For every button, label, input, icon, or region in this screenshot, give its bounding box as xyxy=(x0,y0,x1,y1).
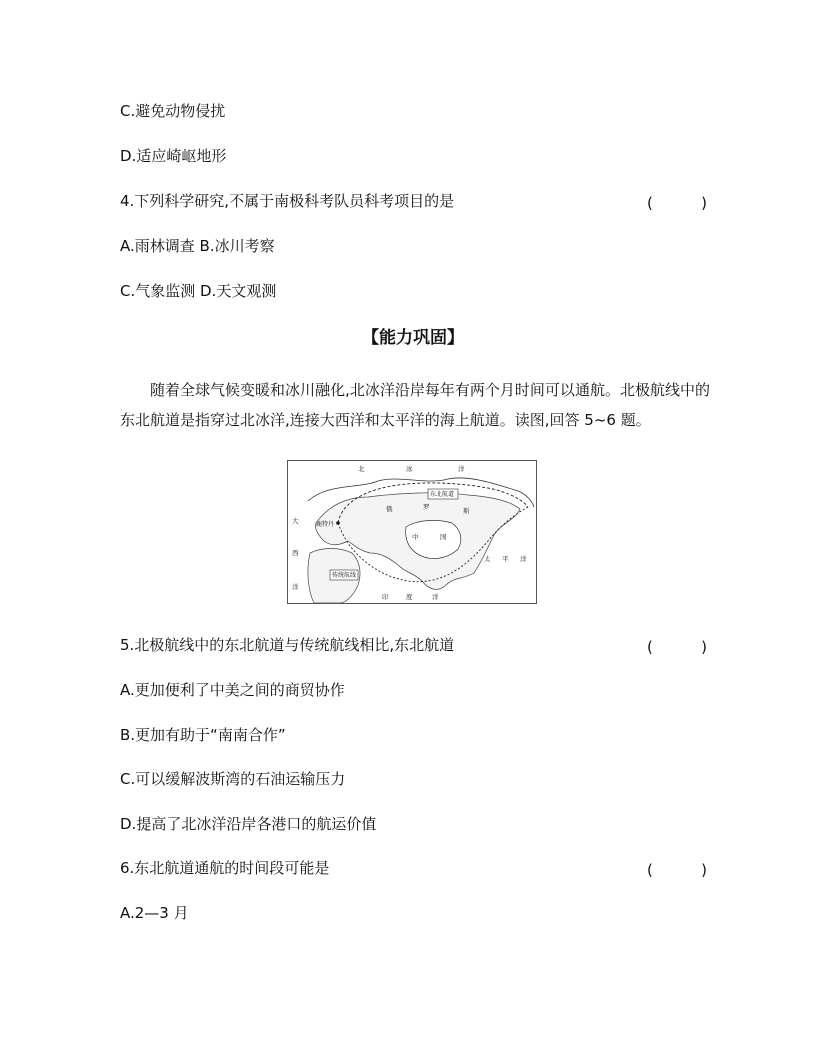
bracket-open: ( xyxy=(647,861,653,879)
q5-answer-bracket xyxy=(647,637,707,657)
label-xi: 西 xyxy=(292,549,299,557)
q5-option-d: D.提高了北冰洋沿岸各港口的航运价值 xyxy=(120,815,377,833)
arctic-route-map xyxy=(287,460,537,604)
map-svg xyxy=(288,461,536,603)
bracket-open: ( xyxy=(647,638,653,656)
bracket-close: ) xyxy=(701,861,707,879)
label-e: 俄 xyxy=(386,505,393,513)
intro-paragraph: 随着全球气候变暖和冰川融化,北冰洋沿岸每年有两个月时间可以通航。北极航线中的东北航道是指穿过北冰洋,连接大西洋和太平洋的海上航道。读图,回答 5~6 题。 xyxy=(120,381,710,429)
label-da-atlantic: 大 xyxy=(292,517,299,525)
q4-options-cd: C.气象监测 D.天文观测 xyxy=(120,282,277,300)
label-si: 斯 xyxy=(463,507,470,515)
label-tai: 太 xyxy=(484,555,491,563)
q3-option-d: D.适应崎岖地形 xyxy=(120,147,227,165)
label-luo: 罗 xyxy=(423,503,430,511)
label-ping: 平 xyxy=(502,555,509,563)
label-chuantong: 传统航线 xyxy=(332,572,357,579)
label-zhong: 中 xyxy=(412,533,419,541)
q6-answer-bracket xyxy=(647,860,707,880)
label-dongbei: 东北航道 xyxy=(430,491,455,498)
q5-option-a: A.更加便利了中美之间的商贸协作 xyxy=(120,681,345,699)
label-yin: 印 xyxy=(382,593,389,601)
section-title: 【能力巩固】 xyxy=(362,328,464,348)
bracket-close: ) xyxy=(701,638,707,656)
q3-option-c: C.避免动物侵扰 xyxy=(120,102,226,120)
q5-option-b: B.更加有助于“南南合作” xyxy=(120,726,286,744)
label-rotterdam: 鹿特丹 xyxy=(316,521,335,528)
label-yang-north: 洋 xyxy=(458,465,465,473)
q4-answer-bracket xyxy=(647,193,707,213)
q6-option-a: A.2—3 月 xyxy=(120,904,189,922)
q4-stem: 4.下列科学研究,不属于南极科考队员科考项目的是 xyxy=(120,192,455,210)
label-yang-atlantic: 洋 xyxy=(292,583,299,591)
label-bei: 北 xyxy=(358,465,365,473)
q4-options-ab: A.雨林调查 B.冰川考察 xyxy=(120,237,275,255)
q6-stem: 6.东北航道通航的时间段可能是 xyxy=(120,859,330,877)
bracket-open: ( xyxy=(647,194,653,212)
label-yang-pacific: 洋 xyxy=(520,555,527,563)
label-du: 度 xyxy=(406,593,413,601)
label-guo: 国 xyxy=(440,533,447,541)
label-yang-indian: 洋 xyxy=(432,593,439,601)
q5-option-c: C.可以缓解波斯湾的石油运输压力 xyxy=(120,770,346,788)
rotterdam-marker xyxy=(336,521,340,525)
q5-stem: 5.北极航线中的东北航道与传统航线相比,东北航道 xyxy=(120,636,455,654)
bracket-close: ) xyxy=(701,194,707,212)
label-bing: 冰 xyxy=(406,465,413,473)
